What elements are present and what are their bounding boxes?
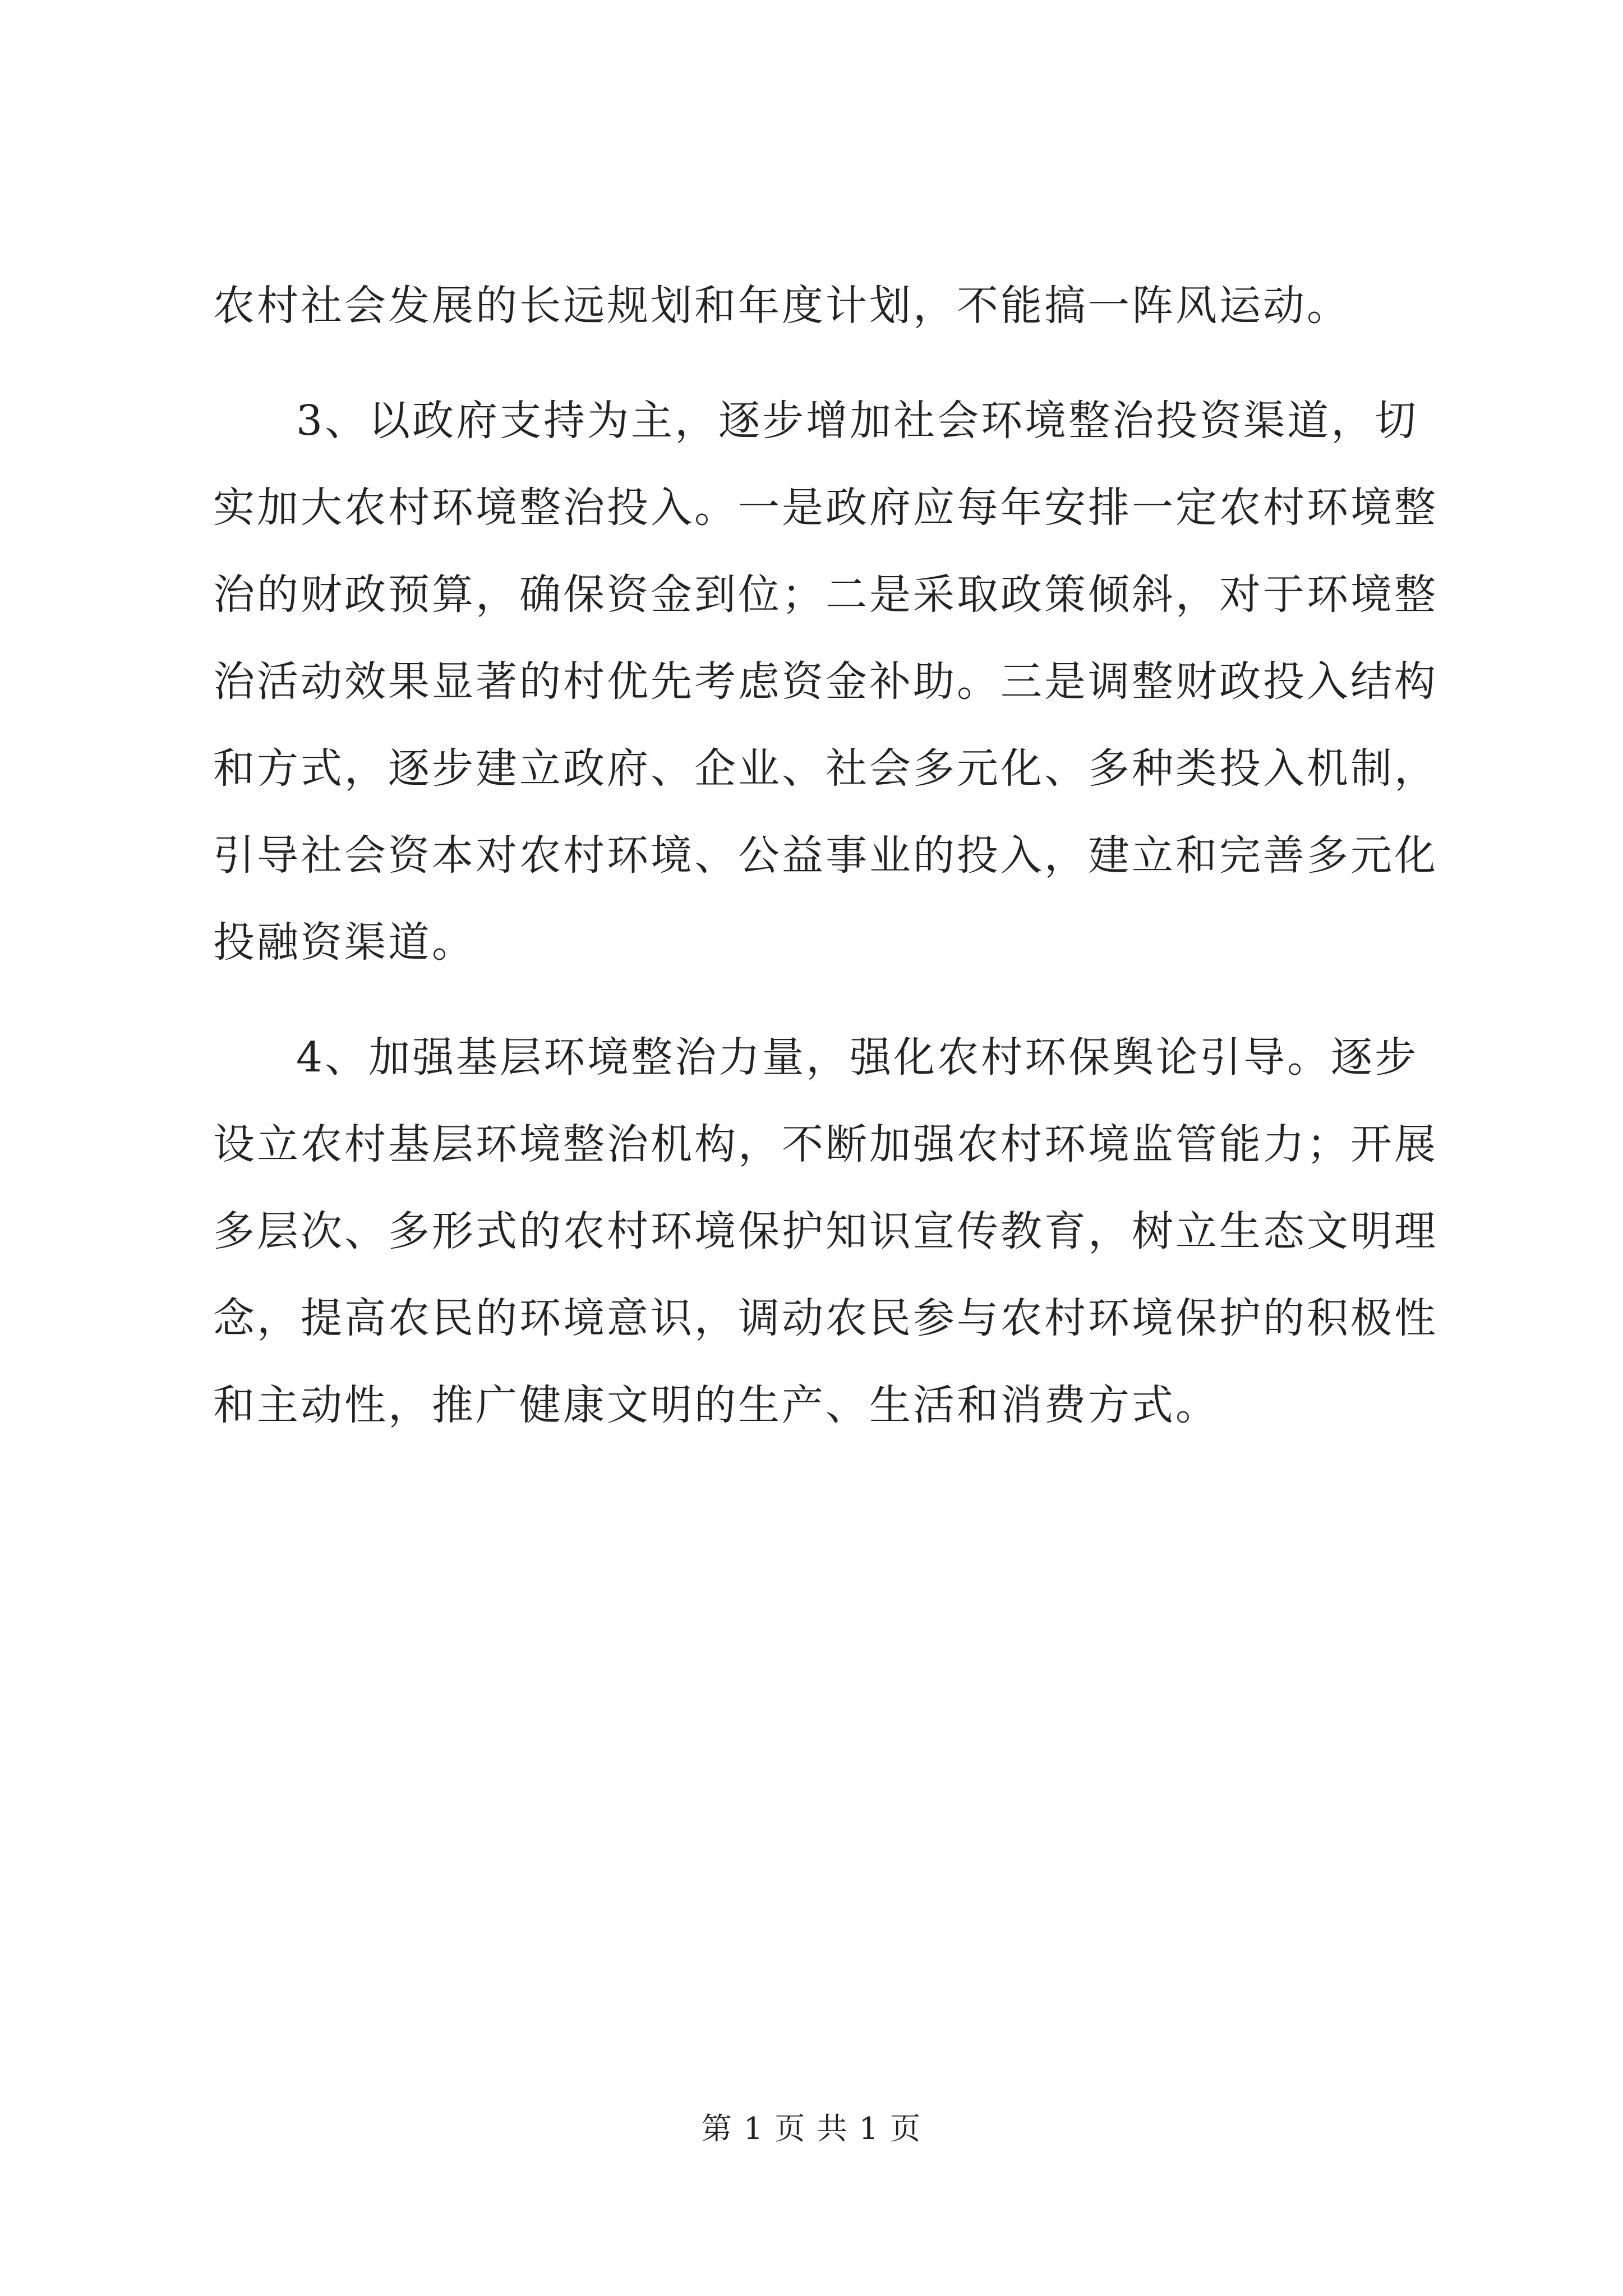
paragraph-3-line: 引导社会资本对农村环境、公益事业的投入，建立和完善多元化 [213, 831, 1438, 880]
page-number-footer: 第 1 页 共 1 页 [701, 2111, 922, 2146]
paragraph-4-line: 多层次、多形式的农村环境保护知识宣传教育，树立生态文明理 [213, 1207, 1438, 1255]
paragraph-4-line: 设立农村基层环境整治机构，不断加强农村环境监管能力；开展 [213, 1120, 1438, 1168]
paragraph-4-line: 念，提高农民的环境意识，调动农民参与农村环境保护的积极性 [213, 1294, 1438, 1342]
paragraph-4-line: 4、加强基层环境整治力量，强化农村环保舆论引导。逐步 [296, 1033, 1419, 1082]
paragraph-continuation-line: 农村社会发展的长远规划和年度计划，不能搞一阵风运动。 [213, 282, 1350, 330]
paragraph-3-line: 3、以政府支持为主，逐步增加社会环境整治投资渠道，切 [296, 397, 1419, 445]
paragraph-3-line: 实加大农村环境整治投入。一是政府应每年安排一定农村环境整 [213, 484, 1438, 532]
paragraph-3-line: 和方式，逐步建立政府、企业、社会多元化、多种类投入机制， [213, 744, 1438, 793]
paragraph-4-line: 和主动性，推广健康文明的生产、生活和消费方式。 [213, 1381, 1219, 1429]
paragraph-3-line: 治的财政预算，确保资金到位；二是采取政策倾斜，对于环境整 [213, 570, 1438, 619]
paragraph-3-line: 投融资渠道。 [213, 918, 476, 967]
paragraph-3-line: 治活动效果显著的村优先考虑资金补助。三是调整财政投入结构 [213, 657, 1438, 706]
